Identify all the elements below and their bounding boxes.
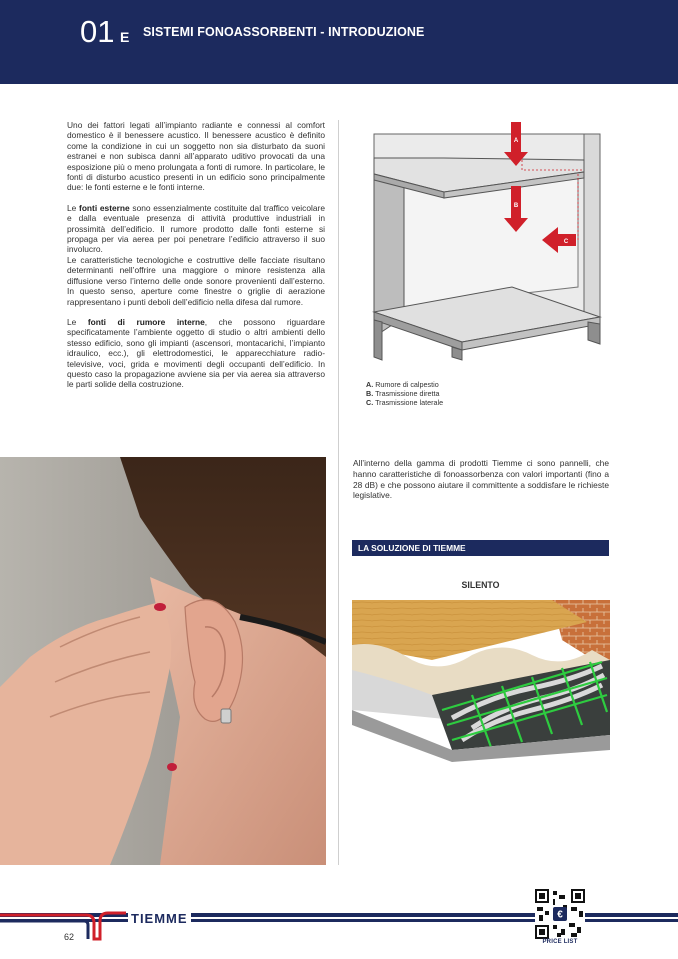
paragraph-1: Uno dei fattori legati all’impianto radiante e connessi al comfort domestico è il benessere acustico. Il benessere acustico è definito come la condizione in cui un soggetto non sia disturbato da suoni estranei e non subisca danni all’apparato uditivo provocati da una esposizione più o meno prolungata a fonti di rumore. In particolare, le fonti di disturbo acustico presenti in un edificio sono principalmente due: le fonti esterne e le fonti interne. [67,120,325,193]
silento-product-image [352,600,610,762]
qr-label: PRICE LIST [542,939,578,945]
svg-text:€: € [557,909,563,921]
page-header [0,0,678,84]
term-internal: fonti di rumore interne [87,316,205,327]
diagram-legend [366,380,443,407]
brand-logo: TIEMME [128,911,191,926]
product-name: SILENTO [461,580,500,590]
section-heading: LA SOLUZIONE DI TIEMME [352,540,609,556]
term-external: fonti esterne [79,202,130,213]
chapter-letter: E [120,29,130,45]
legend-item: C. Trasmissione laterale [366,398,444,407]
arrow-a-label: A [513,138,519,144]
page-title: SISTEMI FONOASSORBENTI - INTRODUZIONE [143,25,425,39]
legend-item: B. Trasmissione diretta [366,389,440,398]
legend-item: A. Rumore di calpestio [366,380,439,389]
paragraph-3: Le fonti di rumore interne, che possono riguardare specificatamente l’ambiente oggetto di studio o altri ambienti dello stesso edificio, sono gli impianti (ascensori, montacarichi, l’impianto idraulico, ecc.), gli elettrodomestici, le apparecchiature radio-televisive, voci, grida e movimenti degli occupanti dell’edificio. In questo caso la propagazione avviene sia per via aerea sia attraverso le parti solide della costruzione. [67,316,325,390]
paragraph-2b: Le caratteristiche tecnologiche e costruttive delle facciate risultano determinanti nell’offrire una maggiore o minore resistenza alla diffusione verso l’interno delle onde sonore provenienti dall’esterno. In questo senso, aperture come finestre o griglie di aerazione rappresentano i punti deboli dell’edificio nella difesa dal rumore. [67,254,325,307]
listening-ear-photo [0,457,326,865]
paragraph-2: Le fonti esterne sono essenzialmente costituite dal traffico veicolare e dalla eventuale presenza di attività produttive industriali in prossimità dell’edificio. Il rumore prodotto dalle fonti esterne si propaga per via aerea per poi penetrare l’edificio attraverso il suo involucro. [67,202,325,255]
arrow-b-label: B [513,203,519,209]
column-divider [338,120,339,865]
qr-code-icon[interactable] [535,889,585,939]
page-number: 62 [64,932,75,942]
sound-transmission-diagram [352,112,608,374]
product-intro-text: All’interno della gamma di prodotti Tiemme ci sono pannelli, che hanno caratteristiche di fonoassorbenza con valori importanti (fino a 28 dB) e che possono aiutare il committente a soddisfare le richieste legislative. [353,458,609,501]
arrow-c-label: C [563,239,569,245]
chapter-number: 01 [80,14,115,49]
intro-text [67,120,325,400]
